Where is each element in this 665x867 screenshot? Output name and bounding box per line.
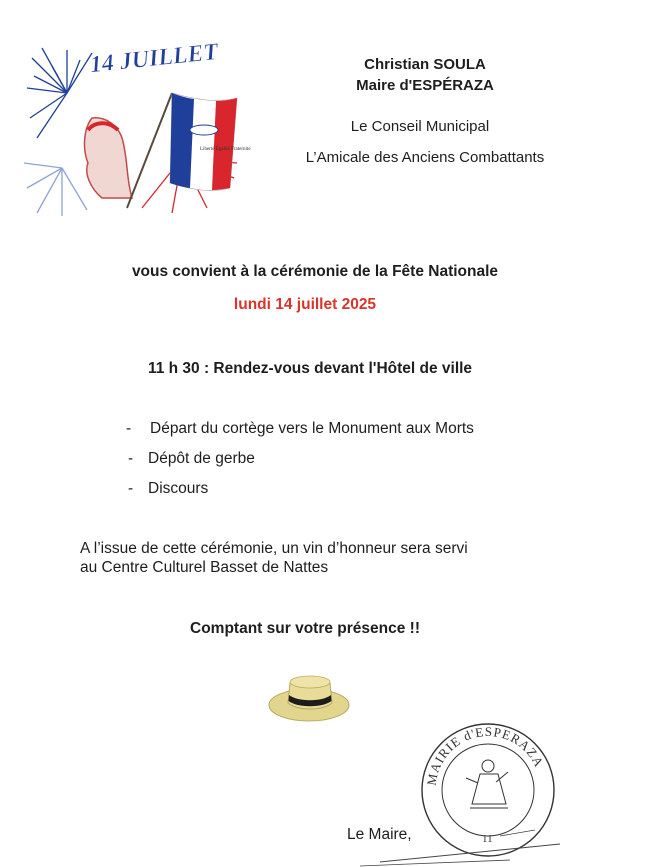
event-date: lundi 14 juillet 2025 <box>233 296 377 313</box>
program-item-text: Départ du cortège vers le Monument aux Morts <box>150 420 474 437</box>
list-dash: - <box>128 480 134 497</box>
boater-hat-icon <box>264 665 354 727</box>
svg-text:11: 11 <box>482 833 493 845</box>
marianne-icon <box>85 118 132 198</box>
svg-text:MAIRIE d'ESPERAZA: MAIRIE d'ESPERAZA <box>423 723 548 787</box>
meeting-time: 11 h 30 : Rendez-vous devant l'Hôtel de ville <box>147 360 473 377</box>
list-dash: - <box>128 450 134 467</box>
reception-note-line2: au Centre Culturel Basset de Nattes <box>80 559 329 576</box>
program-item-text: Dépôt de gerbe <box>148 450 255 467</box>
veterans-association: L’Amicale des Anciens Combattants <box>305 149 545 166</box>
program-item-text: Discours <box>148 480 209 497</box>
list-dash: - <box>126 420 132 437</box>
invitation-line: vous convient à la cérémonie de la Fête Nationale <box>131 263 499 280</box>
signature-label: Le Maire, <box>347 826 412 843</box>
fourteenth-july-illustration <box>22 38 251 218</box>
banner-title: 14 JUILLET <box>88 39 220 79</box>
mayor-title: Maire d'ESPÉRAZA <box>356 77 494 94</box>
mayor-name: Christian SOULA <box>364 56 486 73</box>
svg-text:Liberté Égalité Fraternité: Liberté Égalité Fraternité <box>200 147 251 152</box>
closing-line: Comptant sur votre présence !! <box>190 620 420 637</box>
french-flag-icon <box>127 93 251 208</box>
municipal-council: Le Conseil Municipal <box>350 118 490 135</box>
reception-note-line1: A l’issue de cette cérémonie, un vin d’honneur sera servi <box>80 540 468 557</box>
